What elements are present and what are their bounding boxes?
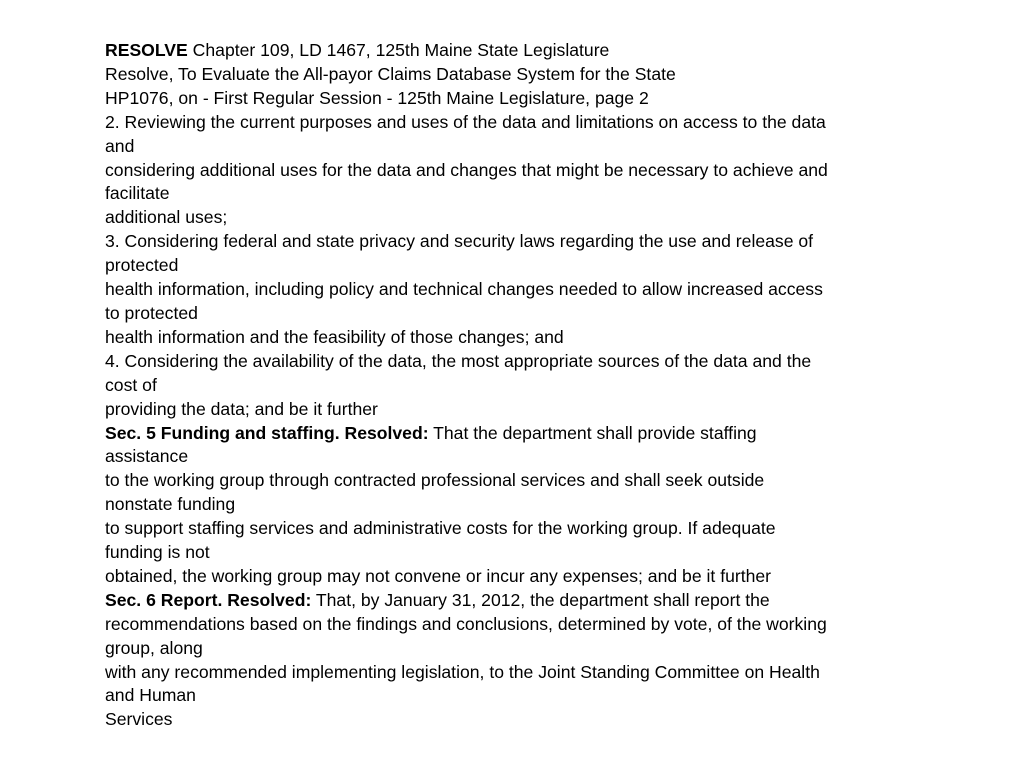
text-line: cost of: [105, 374, 157, 395]
text-line: and Human: [105, 685, 196, 706]
text-line: to protected: [105, 302, 198, 323]
text-line: 4. Considering the availability of the data, the most appropriate sources of the data and the: [105, 350, 812, 371]
text-line: with any recommended implementing legislation, to the Joint Standing Committee on Health: [105, 661, 820, 682]
header-bold-label: RESOLVE: [105, 40, 188, 60]
document-body: [105, 39, 1024, 732]
sec5-bold-label: Sec. 5 Funding and staffing. Resolved:: [105, 422, 429, 443]
text-line: obtained, the working group may not convene or incur any expenses; and be it further: [105, 565, 772, 586]
sec5-heading-line: [105, 422, 1024, 446]
text-line: considering additional uses for the data and changes that might be necessary to achieve and: [105, 159, 828, 180]
text-line: funding is not: [105, 542, 210, 563]
sec6-text: That, by January 31, 2012, the department shall report the: [311, 589, 770, 610]
text-line: nonstate funding: [105, 494, 236, 515]
text-line: to support staffing services and administrative costs for the working group. If adequate: [105, 518, 776, 539]
text-line: assistance: [105, 446, 189, 467]
text-line: Resolve, To Evaluate the All-payor Claims Database System for the State: [105, 63, 676, 84]
text-line: facilitate: [105, 183, 170, 204]
text-line: protected: [105, 255, 179, 276]
text-line: Services: [105, 709, 173, 730]
text-line: HP1076, on - First Regular Session - 125th Maine Legislature, page 2: [105, 87, 649, 108]
sec6-heading-line: [105, 589, 1024, 613]
text-line: recommendations based on the findings and conclusions, determined by vote, of the working: [105, 613, 827, 634]
text-line: and: [105, 135, 135, 156]
sec6-bold-label: Sec. 6 Report. Resolved:: [105, 589, 312, 610]
text-line: group, along: [105, 637, 203, 658]
text-line: health information, including policy and technical changes needed to allow increased access: [105, 279, 823, 300]
text-line: 3. Considering federal and state privacy and security laws regarding the use and release of: [105, 231, 814, 252]
text-line: to the working group through contracted professional services and shall seek outside: [105, 470, 765, 491]
text-line: 2. Reviewing the current purposes and uses of the data and limitations on access to the data: [105, 111, 826, 132]
text-line: additional uses;: [105, 207, 228, 228]
text-line: health information and the feasibility of those changes; and: [105, 326, 564, 347]
header-text: Chapter 109, LD 1467, 125th Maine State Legislature: [187, 40, 610, 60]
sec5-text: That the department shall provide staffing: [428, 422, 757, 443]
text-line: providing the data; and be it further: [105, 398, 378, 419]
header-line: [105, 39, 1024, 63]
